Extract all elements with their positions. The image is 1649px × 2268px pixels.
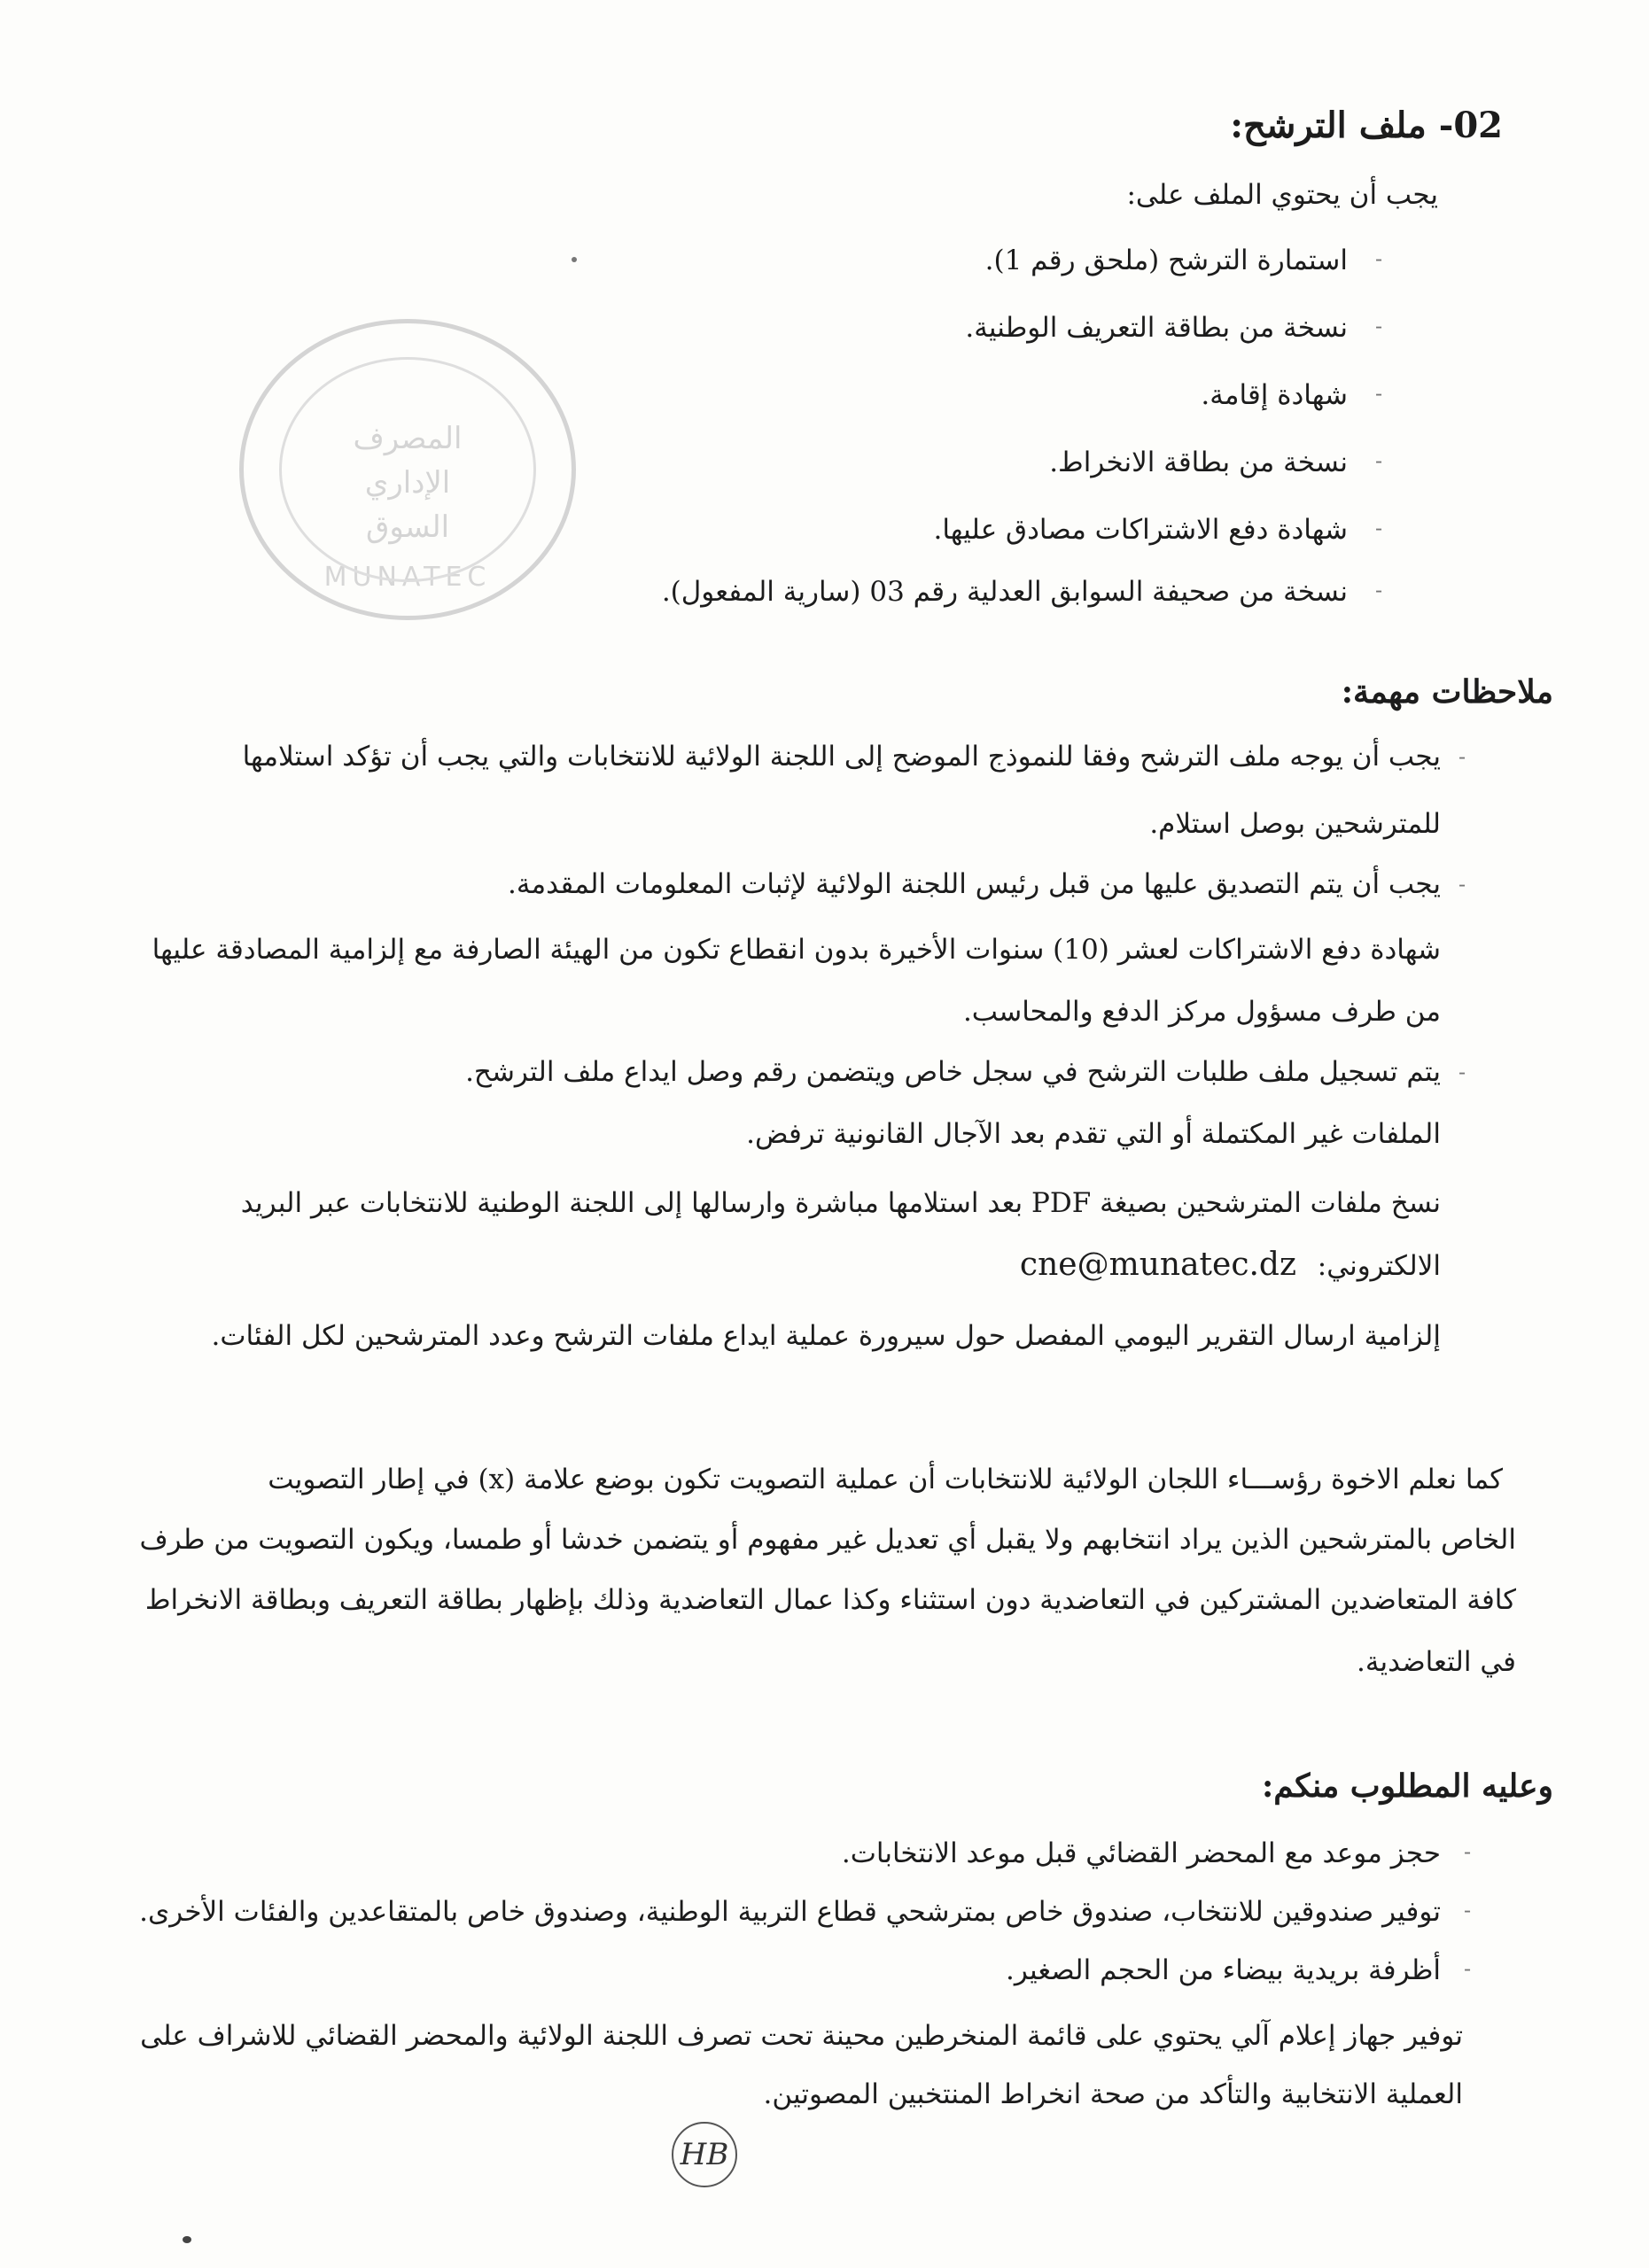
bullet-icon: - — [1463, 1956, 1472, 1981]
request-line: أظرفة بريدية بيضاء من الحجم الصغير. — [1006, 1954, 1441, 1986]
bullet-icon: - — [1374, 448, 1383, 473]
bullet-icon: - — [1374, 314, 1383, 338]
note-line: من طرف مسؤول مركز الدفع والمحاسب. — [962, 996, 1441, 1028]
scan-speck — [572, 257, 577, 262]
bullet-icon: - — [1374, 246, 1383, 271]
note-line: يجب أن يتم التصديق عليها من قبل رئيس اللجنة الولائية لإثبات المعلومات المقدمة. — [508, 868, 1441, 900]
note-line: للمترشحين بوصل استلام. — [1149, 808, 1441, 840]
paragraph-line: كما نعلم الاخوة رؤســـاء اللجان الولائية للانتخابات أن عملية التصويت تكون بوضع علامة (x) في إطار التصويت — [268, 1464, 1503, 1495]
paragraph-line: الخاص بالمترشحين الذين يراد انتخابهم ولا يقبل أي تعديل غير مفهوم أو يتضمن خدشا أو طمسا، ويكون التصويت من طرف — [139, 1524, 1516, 1556]
request-line: توفير جهاز إعلام آلي يحتوي على قائمة المنخرطين محينة تحت تصرف اللجنة الولائية والمحضر القضائي للاشراف على — [140, 2020, 1463, 2052]
stamp-ring-text: MUNATEC — [323, 562, 492, 593]
stamp-inner-text: المصرف الإداري السوق — [353, 421, 463, 545]
bullet-icon: - — [1463, 1898, 1472, 1922]
request-line: توفير صندوقين للانتخاب، صندوق خاص بمترشحي قطاع التربية الوطنية، وصندوق خاص بالمتقاعدين والفئات الأخرى. — [139, 1896, 1441, 1928]
official-stamp — [239, 319, 576, 620]
request-line: العملية الانتخابية والتأكد من صحة انخراط المنتخبين المصوتين. — [763, 2078, 1463, 2110]
note-line: يتم تسجيل ملف طلبات الترشح في سجل خاص ويتضمن رقم وصل ايداع ملف الترشح. — [465, 1056, 1441, 1088]
note-line: الملفات غير المكتملة أو التي تقدم بعد الآجال القانونية ترفض. — [746, 1118, 1441, 1150]
bullet-icon: - — [1374, 578, 1383, 602]
list-item: نسخة من صحيفة السوابق العدلية رقم 03 (سارية المفعول). — [661, 576, 1348, 608]
bullet-icon: - — [1463, 1839, 1472, 1864]
list-item: نسخة من بطاقة التعريف الوطنية. — [965, 312, 1348, 344]
list-item: شهادة دفع الاشتراكات مصادق عليها. — [933, 514, 1348, 546]
list-item: نسخة من بطاقة الانخراط. — [1049, 447, 1348, 478]
bullet-icon: - — [1458, 1060, 1466, 1084]
section-title: 02- ملف الترشح: — [1230, 105, 1503, 146]
note-line: إلزامية ارسال التقرير اليومي المفصل حول سيرورة عملية ايداع ملفات الترشح وعدد المترشحين لكل الفئات. — [211, 1320, 1441, 1352]
note-line: شهادة دفع الاشتراكات لعشر (10) سنوات الأخيرة بدون انقطاع تكون من الهيئة الصارفة مع إلزامية المصادقة عليها — [152, 934, 1441, 966]
bullet-icon: - — [1458, 744, 1466, 769]
paragraph-line: كافة المتعاضدين المشتركين في التعاضدية دون استثناء وكذا عمال التعاضدية وذلك بإظهار بطاقة التعريف وبطاقة الانخراط — [144, 1584, 1516, 1616]
request-line: حجز موعد مع المحضر القضائي قبل موعد الانتخابات. — [841, 1837, 1441, 1869]
email-label: الالكتروني: — [1317, 1250, 1441, 1282]
initials-mark: HB — [672, 2122, 737, 2187]
bullet-icon: - — [1374, 516, 1383, 540]
email-address: cne@munatec.dz — [1019, 1247, 1296, 1283]
request-title: وعليه المطلوب منكم: — [1261, 1767, 1553, 1805]
note-line: نسخ ملفات المترشحين بصيغة PDF بعد استلامها مباشرة وارسالها إلى اللجنة الوطنية للانتخابات عبر البريد — [240, 1187, 1441, 1219]
bullet-icon: - — [1458, 872, 1466, 897]
paragraph-line: في التعاضدية. — [1356, 1646, 1516, 1678]
scan-speck — [183, 2236, 191, 2243]
notes-title: ملاحظات مهمة: — [1341, 673, 1553, 711]
bullet-icon: - — [1374, 381, 1383, 406]
note-line: يجب أن يوجه ملف الترشح وفقا للنموذج الموضح إلى اللجنة الولائية للانتخابات والتي يجب أن تؤكد استلامها — [242, 741, 1441, 773]
list-item: استمارة الترشح (ملحق رقم 1). — [984, 245, 1348, 276]
file-intro: يجب أن يحتوي الملف على: — [1126, 179, 1438, 211]
list-item: شهادة إقامة. — [1201, 379, 1348, 411]
note-line — [1020, 1246, 1441, 1285]
